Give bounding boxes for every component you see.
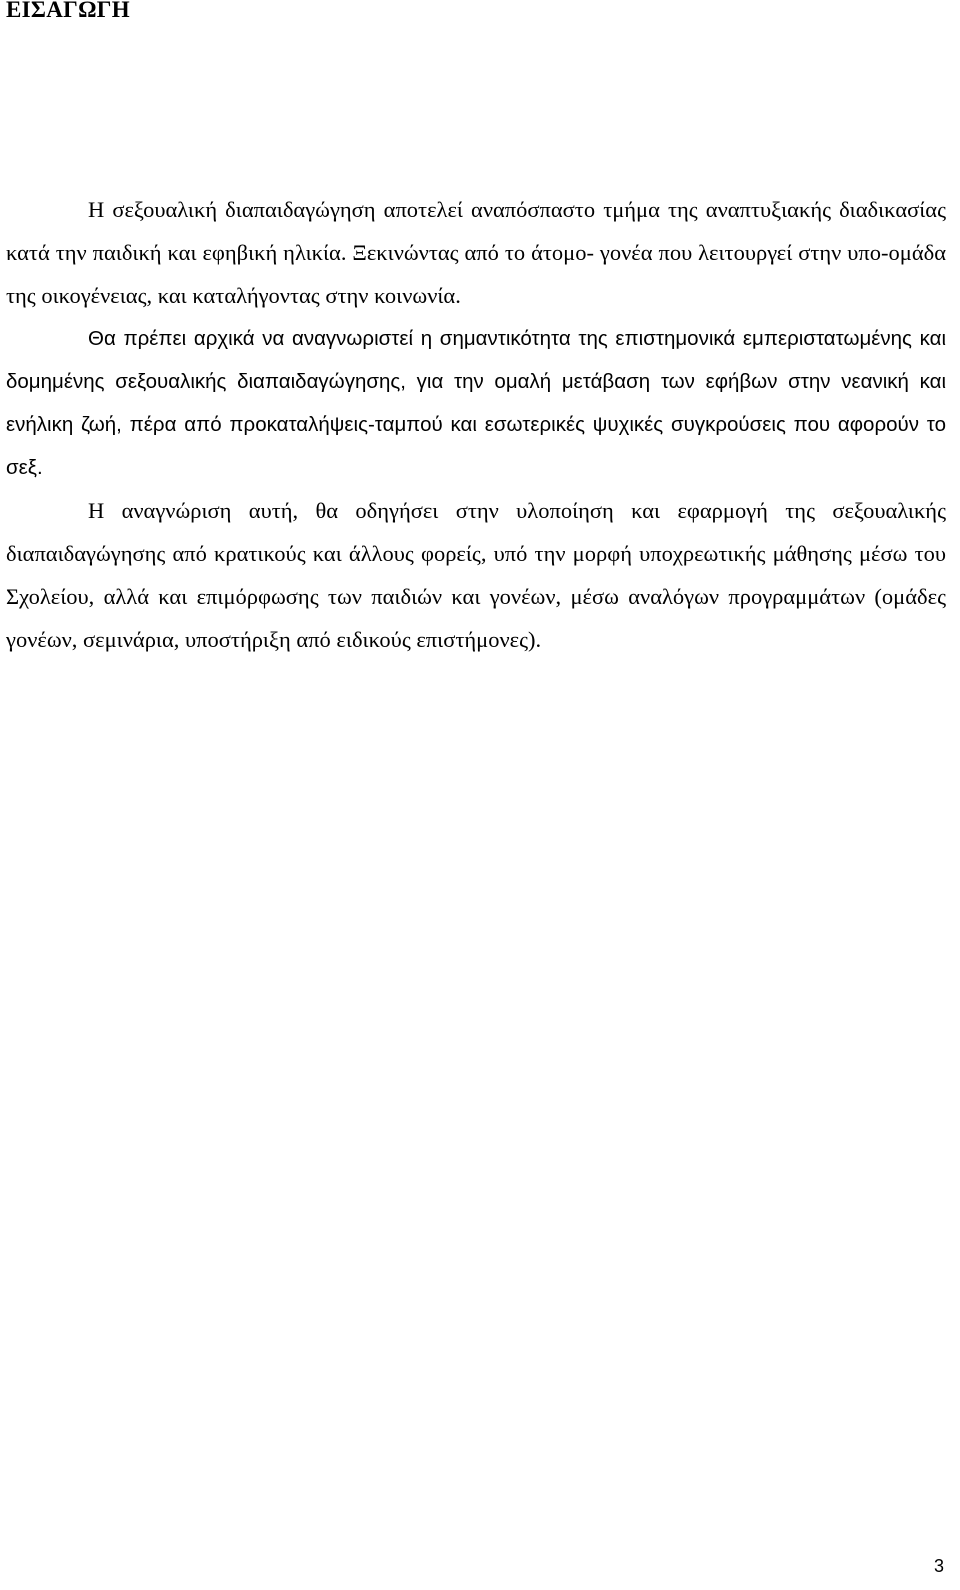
page-number: 3 xyxy=(933,1556,944,1576)
paragraph-3: Η αναγνώριση αυτή, θα οδηγήσει στην υλοποίηση και εφαρμογή της σεξουαλικής διαπαιδαγώγησης από κρατικούς και άλλους φορείς, υπό την μορφή υποχρεωτικής μάθησης μέσω του Σχολείου, αλλά και επιμόρφωσης των παιδιών και γονέων, μέσω αναλόγων προγραμμάτων (ομάδες γονέων, σεμινάρια, υποστήριξη από ειδικούς επιστήμονες). xyxy=(6,498,946,652)
paragraph-1: Η σεξουαλική διαπαιδαγώγηση αποτελεί αναπόσπαστο τμήμα της αναπτυξιακής διαδικασίας κατά την παιδική και εφηβική ηλικία. Ξεκινώντας από το άτομο- γονέα που λειτουργεί στην υπο-ομάδα της οικογένειας, και καταλήγοντας στην κοινωνία. xyxy=(6,197,946,308)
document-body xyxy=(6,188,946,661)
paragraph-2: Θα πρέπει αρχικά να αναγνωριστεί η σημαντικότητα της επιστημονικά εμπεριστατωμένης και δομημένης σεξουαλικής διαπαιδαγώγησης, για την ομαλή μετάβαση των εφήβων στην νεανική και ενήλικη ζωή, πέρα από προκαταλήψεις-ταμπού και εσωτερικές ψυχικές συγκρούσεις που αφορούν το σεξ. xyxy=(6,327,946,479)
page-heading: ΕΙΣΑΓΩΓΗ xyxy=(6,0,130,22)
